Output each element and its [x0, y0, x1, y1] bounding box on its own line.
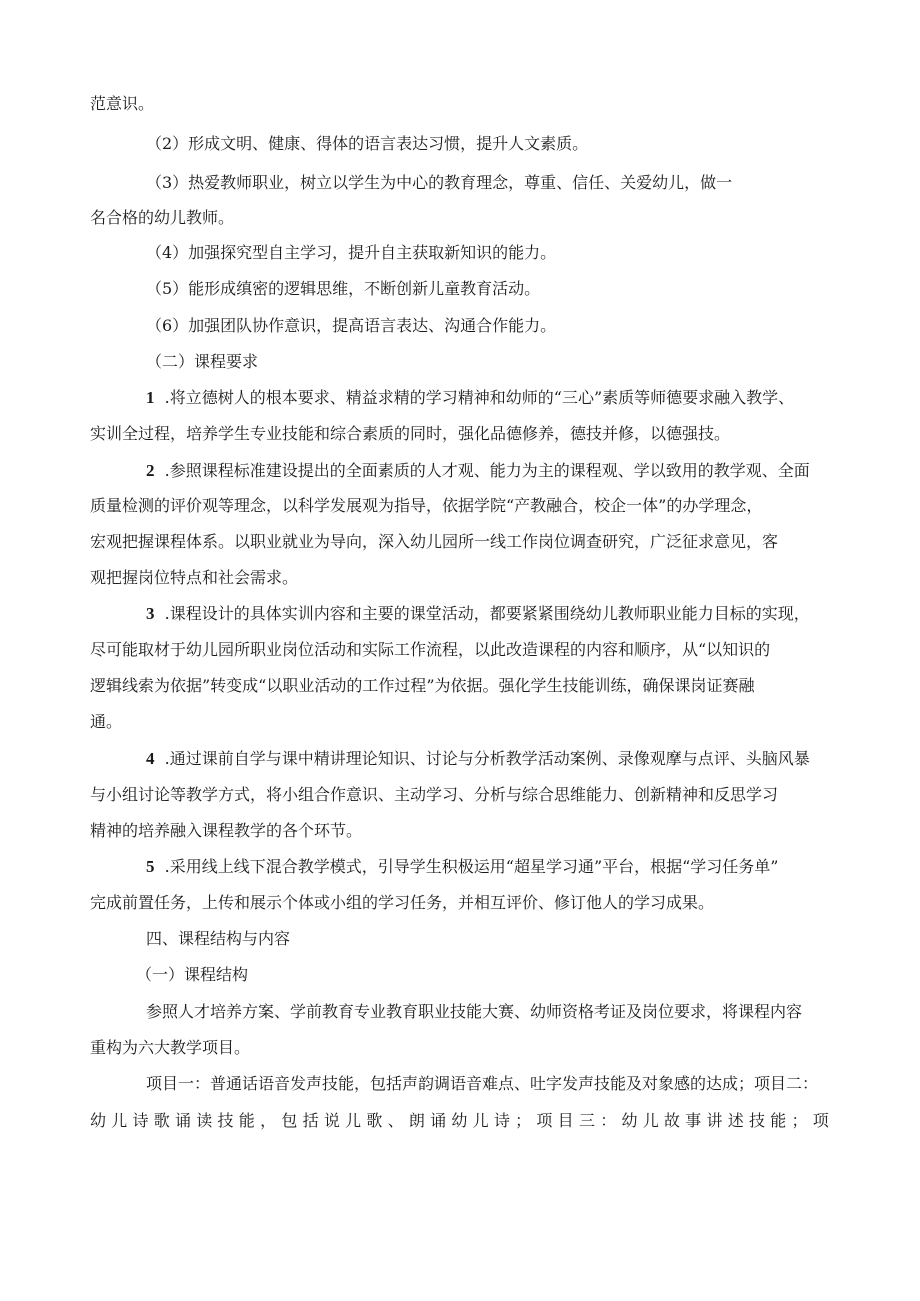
paragraph-line: 宏观把握课程体系。以职业就业为导向，深入幼儿园所一线工作岗位调查研究，广泛征求意见，客	[90, 532, 779, 551]
paragraph-line: 实训全过程，培养学生专业技能和综合素质的同时，强化品德修养，德技并修，以德强技。	[90, 424, 731, 443]
paragraph-line: 质量检测的评价观等理念，以科学发展观为指导，依据学院“产教融合，校企一体”的办学理念，	[90, 496, 763, 515]
item-number: 1	[146, 388, 155, 407]
paragraph-line: 逻辑线索为依据”转变成“以职业活动的工作过程”为依据。强化学生技能训练，确保课岗证赛融	[90, 676, 755, 695]
paragraph-line: 项目一：普通话语音发声技能，包括声韵调语音难点、吐字发声技能及对象感的达成；项目二：	[146, 1074, 819, 1093]
item-number: 5	[146, 857, 155, 876]
paragraph-line: 范意识。	[90, 94, 155, 113]
paragraph-line: 名合格的幼儿教师。	[90, 208, 235, 227]
paragraph-line: 重构为六大教学项目。	[90, 1038, 251, 1057]
paragraph-line: 完成前置任务，上传和展示个体或小组的学习任务，并相互评价、修订他人的学习成果。	[90, 893, 715, 912]
goal-item-3: （3）热爱教师职业，树立以学生为中心的教育理念，尊重、信任、关爱幼儿，做一	[146, 173, 733, 192]
paragraph-line: 参照人才培养方案、学前教育专业教育职业技能大赛、幼师资格考证及岗位要求，将课程内容	[146, 1002, 803, 1021]
requirement-item-1: 1 .将立德树人的根本要求、精益求精的学习精神和幼师的“三心”素质等师德要求融入教学、	[146, 388, 795, 407]
goal-item-6: （6）加强团队协作意识，提高语言表达、沟通合作能力。	[146, 316, 557, 335]
requirement-item-5: 5 .采用线上线下混合教学模式，引导学生积极运用“超星学习通”平台，根据“学习任务单”	[146, 857, 779, 876]
subsection-heading-course-structure: （一）课程结构	[136, 965, 249, 984]
paragraph-line: 与小组讨论等教学方式，将小组合作意识、主动学习、分析与综合思维能力、创新精神和反思学习	[90, 785, 779, 804]
item-number: 2	[146, 461, 155, 480]
goal-item-5: （5）能形成缜密的逻辑思维，不断创新儿童教育活动。	[146, 279, 541, 298]
requirement-item-2: 2 .参照课程标准建设提出的全面素质的人才观、能力为主的课程观、学以致用的教学观、全面	[146, 461, 810, 480]
paragraph-line: 精神的培养融入课程教学的各个环节。	[90, 821, 363, 840]
requirement-item-4: 4 .通过课前自学与课中精讲理论知识、讨论与分析教学活动案例、录像观摩与点评、头脑风暴	[146, 749, 810, 768]
item-number: 3	[146, 604, 155, 623]
paragraph-line: 观把握岗位特点和社会需求。	[90, 568, 299, 587]
paragraph-line: 通。	[90, 712, 123, 731]
requirement-item-3: 3 .课程设计的具体实训内容和主要的课堂活动，都要紧紧围绕幼儿教师职业能力目标的实现，	[146, 604, 810, 623]
item-number: 4	[146, 749, 155, 768]
goal-item-4: （4）加强探究型自主学习，提升自主获取新知识的能力。	[146, 243, 557, 262]
section-heading-course-requirements: （二）课程要求	[146, 352, 259, 371]
paragraph-line: 幼儿诗歌诵读技能，包括说儿歌、朗诵幼儿诗；项目三：幼儿故事讲述技能；项	[90, 1111, 832, 1130]
goal-item-2: （2）形成文明、健康、得体的语言表达习惯，提升人文素质。	[146, 134, 589, 153]
paragraph-line: 尽可能取材于幼儿园所职业岗位活动和实际工作流程，以此改造课程的内容和顺序，从“以知识的	[90, 640, 771, 659]
section-heading-course-structure-content: 四、课程结构与内容	[146, 929, 291, 948]
